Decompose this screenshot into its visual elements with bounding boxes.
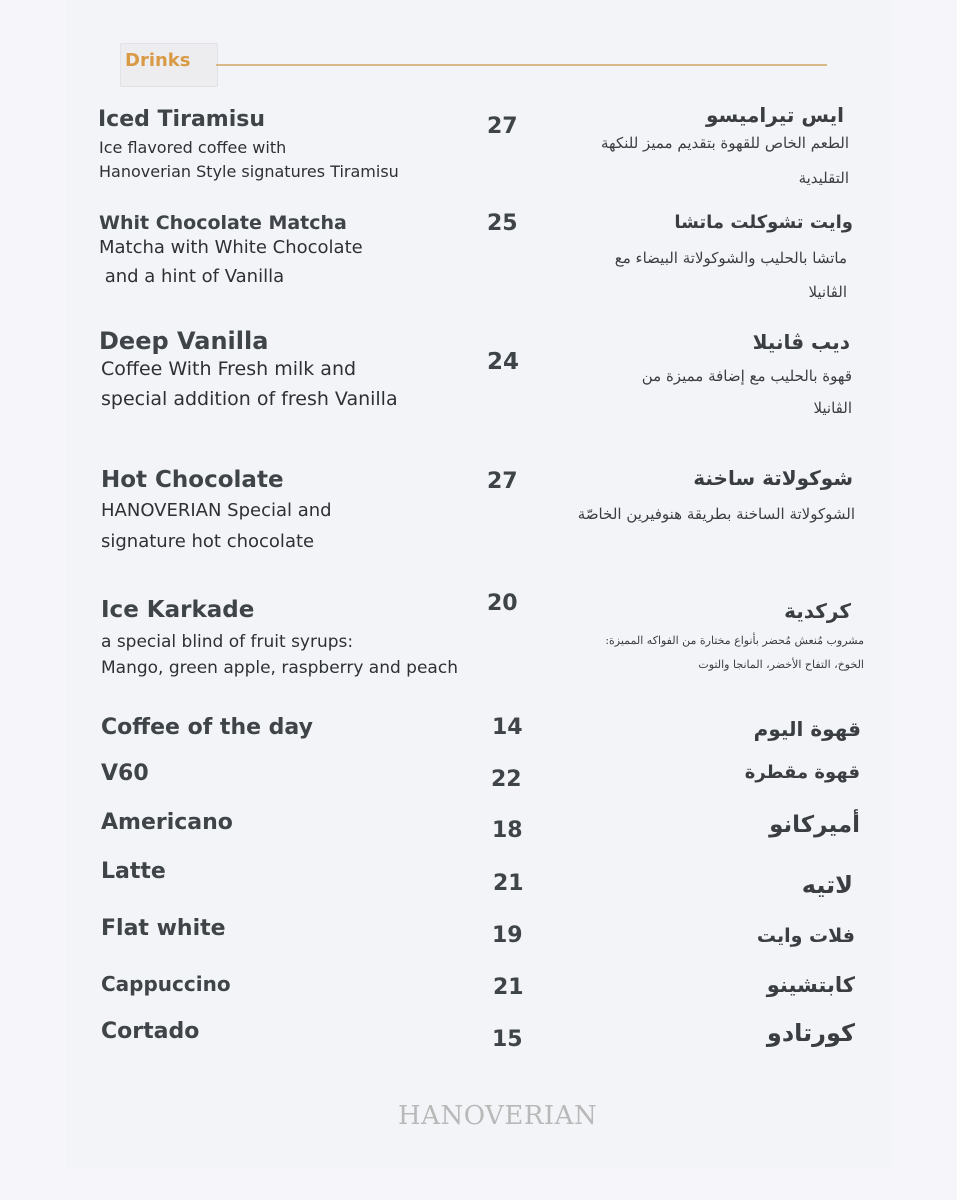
item-name-arabic: قهوة اليوم	[753, 717, 861, 741]
item-desc-line: Mango, green apple, raspberry and peach	[101, 658, 458, 678]
item-desc-arabic-line: مشروب مُنعش مُحضر بأنواع مختارة من الفواكه المميزة:	[605, 634, 864, 647]
item-desc-line: special addition of fresh Vanilla	[101, 388, 398, 410]
brand-logo-text: HANOVERIAN	[398, 1101, 598, 1131]
item-price: 27	[487, 114, 518, 139]
section-divider	[216, 64, 827, 66]
item-name: Coffee of the day	[101, 715, 313, 740]
item-name-arabic: ديب ڤانيلا	[752, 330, 850, 354]
item-name-arabic: فلات وايت	[756, 925, 855, 947]
item-name-arabic: كورتادو	[766, 1019, 855, 1047]
item-desc-line: Coffee With Fresh milk and	[101, 358, 357, 380]
item-desc-line: Hanoverian Style signatures Tiramisu	[99, 162, 399, 181]
item-name: Latte	[101, 859, 166, 884]
item-name-arabic: ايس تيراميسو	[705, 103, 844, 127]
item-price: 24	[487, 349, 520, 375]
item-name: Ice Karkade	[101, 597, 255, 623]
item-desc-arabic-line: التقليدية	[798, 169, 849, 187]
item-desc-line: signature hot chocolate	[101, 531, 315, 552]
item-price: 18	[492, 818, 523, 843]
item-desc-arabic-line: الطعم الخاص للقهوة بتقديم مميز للنكهة	[600, 134, 849, 152]
item-price: 21	[493, 975, 524, 1000]
item-name-arabic: أميركانو	[769, 812, 860, 838]
item-desc-line: and a hint of Vanilla	[99, 266, 285, 287]
item-price: 22	[491, 767, 522, 792]
item-name-arabic: قهوة مقطرة	[744, 762, 860, 783]
item-name-arabic: شوكولاتة ساخنة	[693, 466, 853, 490]
item-name: Hot Chocolate	[101, 467, 284, 493]
item-price: 20	[487, 591, 518, 616]
item-price: 15	[492, 1027, 523, 1052]
item-name-arabic: وايت تشوكلت ماتشا	[674, 212, 853, 233]
item-name: Cortado	[101, 1019, 200, 1044]
item-name: Flat white	[101, 916, 226, 941]
item-desc-arabic-line: الڤانيلا	[808, 283, 847, 301]
section-title: Drinks	[125, 50, 191, 71]
item-price: 25	[487, 211, 518, 236]
item-desc-line: HANOVERIAN Special and	[101, 500, 332, 521]
item-name: V60	[101, 761, 149, 786]
item-price: 21	[493, 871, 524, 896]
item-name: Americano	[101, 810, 233, 835]
item-price: 19	[492, 923, 523, 948]
item-name-arabic: كركدية	[784, 599, 851, 623]
item-desc-arabic-line: الڤانيلا	[813, 399, 852, 417]
item-desc-line: a special blind of fruit syrups:	[101, 632, 354, 652]
item-desc-arabic-line: ماتشا بالحليب والشوكولاتة البيضاء مع	[614, 249, 847, 267]
item-name-arabic: لاتيه	[801, 871, 853, 899]
item-name: Whit Chocolate Matcha	[99, 212, 347, 234]
item-name: Cappuccino	[101, 972, 231, 996]
item-desc-arabic-line: الخوخ، التفاح الأخضر، المانجا والتوت	[698, 658, 864, 671]
item-price: 14	[492, 715, 523, 740]
item-desc-line: Ice flavored coffee with	[99, 138, 287, 157]
item-name: Iced Tiramisu	[98, 107, 266, 132]
item-desc-arabic-line: الشوكولاتة الساخنة بطريقة هنوفيرين الخاصّة	[577, 505, 855, 523]
item-price: 27	[487, 469, 518, 494]
item-desc-arabic-line: قهوة بالحليب مع إضافة مميزة من	[641, 367, 852, 385]
item-desc-line: Matcha with White Chocolate	[99, 237, 363, 258]
item-name: Deep Vanilla	[99, 327, 269, 355]
item-name-arabic: كابتشينو	[766, 973, 855, 997]
